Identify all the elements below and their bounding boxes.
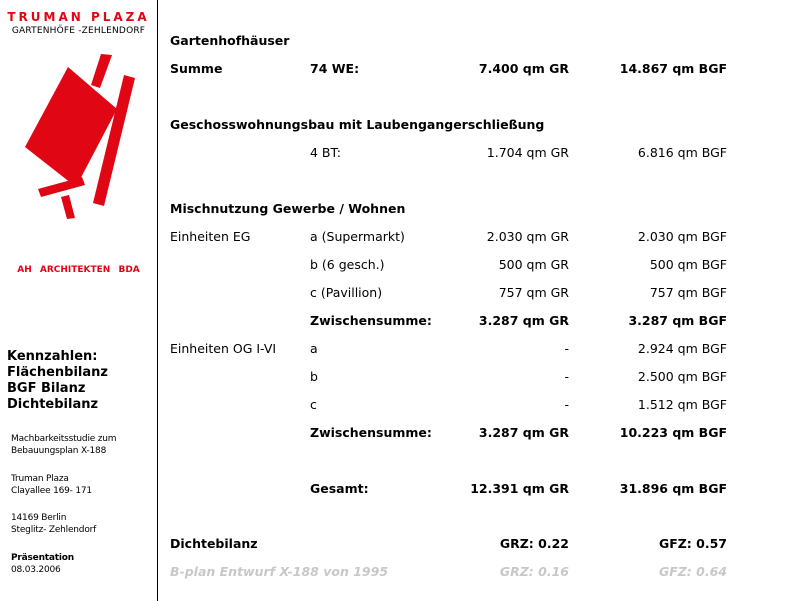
value-gr: 7.400 qm GR [478, 61, 569, 76]
row-label: Summe [170, 61, 223, 76]
value-bgf: 2.924 qm BGF [637, 341, 727, 356]
total-label: Gesamt: [310, 481, 369, 496]
gfz-value: GFZ: 0.57 [658, 536, 727, 551]
unit-name: b [310, 369, 318, 384]
subtotal-label: Zwischensumme: [310, 313, 432, 328]
bplan-gfz: GFZ: 0.64 [658, 564, 727, 579]
kennzahlen-line: BGF Bilanz [7, 381, 86, 396]
logo-bar-flag [38, 177, 85, 197]
section-heading: Geschosswohnungsbau mit Laubengangerschließung [170, 117, 545, 132]
address-line: Truman Plaza [11, 474, 69, 484]
value-gr: - [564, 369, 569, 384]
study-line: Bebauungsplan X-188 [11, 446, 107, 456]
subtotal-gr: 3.287 qm GR [478, 313, 569, 328]
city-info [11, 512, 96, 536]
value-gr: - [564, 341, 569, 356]
total-bgf: 31.896 qm BGF [619, 481, 727, 496]
city-line: 14169 Berlin [11, 513, 67, 523]
value-bgf: 1.512 qm BGF [637, 397, 727, 412]
kennzahlen-heading [7, 349, 108, 413]
row-units: 74 WE: [310, 61, 360, 76]
bplan-grz: GRZ: 0.16 [499, 564, 569, 579]
unit-name: b (6 gesch.) [310, 257, 385, 272]
group-label: Einheiten EG [170, 229, 251, 244]
study-line: Machbarkeitsstudie zum [11, 434, 117, 444]
value-bgf: 2.030 qm BGF [637, 229, 727, 244]
value-gr: 757 qm GR [498, 285, 569, 300]
presentation-info [11, 552, 74, 576]
section-heading: Mischnutzung Gewerbe / Wohnen [170, 201, 406, 216]
kennzahlen-line: Dichtebilanz [7, 397, 99, 412]
section-heading: Gartenhofhäuser [170, 33, 290, 48]
value-gr: 2.030 qm GR [486, 229, 569, 244]
kennzahlen-line: Flächenbilanz [7, 365, 108, 380]
project-subtitle: GARTENHÖFE -ZEHLENDORF [11, 26, 146, 36]
firm-name: AH ARCHITEKTEN BDA [17, 265, 140, 275]
value-bgf: 14.867 qm BGF [619, 61, 727, 76]
group-label: Einheiten OG I-VI [170, 341, 277, 356]
total-gr: 12.391 qm GR [470, 481, 569, 496]
subtotal-label: Zwischensumme: [310, 425, 432, 440]
value-bgf: 757 qm BGF [649, 285, 727, 300]
kennzahlen-line: Kennzahlen: [7, 349, 98, 364]
value-gr: 1.704 qm GR [486, 145, 569, 160]
value-bgf: 2.500 qm BGF [637, 369, 727, 384]
subtotal-gr: 3.287 qm GR [478, 425, 569, 440]
value-bgf: 500 qm BGF [649, 257, 727, 272]
logo-bar-vertical [61, 195, 75, 219]
presentation-date: 08.03.2006 [11, 565, 61, 575]
value-gr: - [564, 397, 569, 412]
project-title: TRUMAN PLAZA [7, 10, 150, 24]
unit-name: c [310, 397, 317, 412]
subtotal-bgf: 3.287 qm BGF [628, 313, 727, 328]
unit-name: c (Pavillion) [310, 285, 383, 300]
presentation-label: Präsentation [11, 553, 74, 563]
city-line: Steglitz- Zehlendorf [11, 525, 97, 535]
address-info [11, 473, 92, 497]
logo-bar-top [91, 54, 112, 88]
dichte-label: Dichtebilanz [170, 536, 258, 551]
grz-value: GRZ: 0.22 [499, 536, 569, 551]
value-bgf: 6.816 qm BGF [637, 145, 727, 160]
unit-name: a (Supermarkt) [310, 229, 405, 244]
subtotal-bgf: 10.223 qm BGF [619, 425, 727, 440]
row-units: 4 BT: [310, 145, 341, 160]
address-line: Clayallee 169- 171 [11, 486, 92, 496]
study-info [11, 433, 116, 457]
bplan-label: B-plan Entwurf X-188 von 1995 [170, 564, 389, 579]
architect-logo-icon [20, 54, 150, 219]
unit-name: a [310, 341, 318, 356]
value-gr: 500 qm GR [498, 257, 569, 272]
sidebar [0, 0, 158, 601]
